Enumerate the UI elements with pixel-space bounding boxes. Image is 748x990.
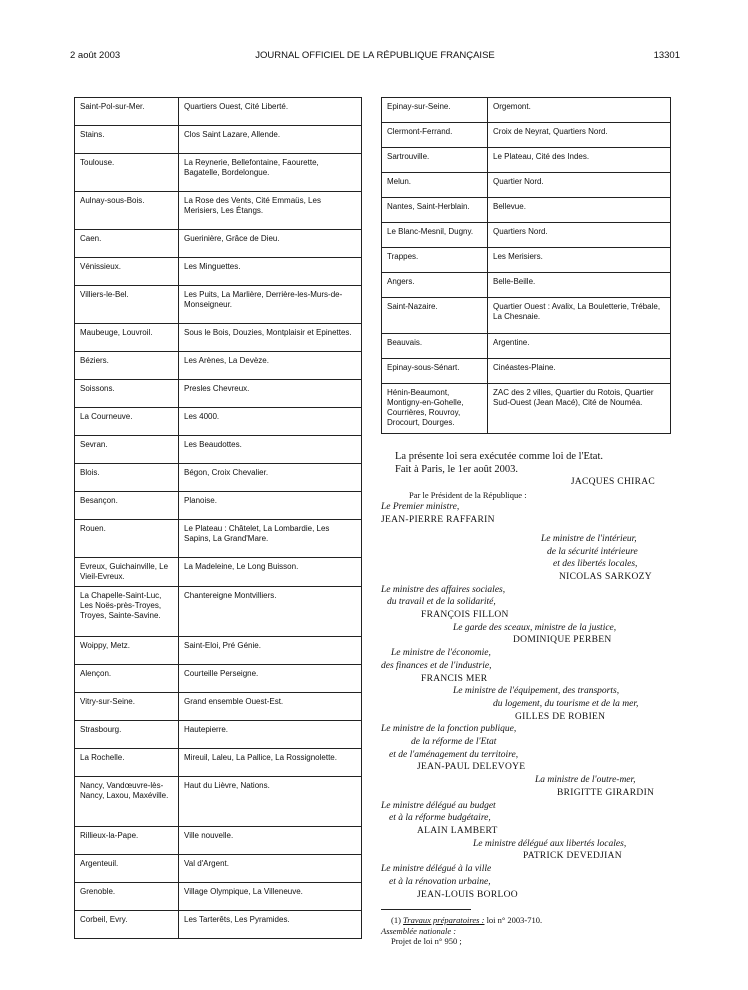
equipement-signature <box>381 685 677 723</box>
signatory-name: ALAIN LAMBERT <box>417 825 498 836</box>
table-row <box>75 492 362 520</box>
signatory-name: BRIGITTE GIRARDIN <box>557 787 655 798</box>
table-row <box>382 173 671 198</box>
quartiers-cell: Val d'Argent. <box>179 855 362 883</box>
table-row <box>75 558 362 587</box>
table-row <box>75 520 362 558</box>
commune-cell: Nantes, Saint-Herblain. <box>382 198 488 223</box>
quartiers-cell: Bellevue. <box>488 198 671 223</box>
quartiers-cell: Quartier Nord. <box>488 173 671 198</box>
signatory-name: NICOLAS SARKOZY <box>559 571 652 582</box>
table-row <box>382 223 671 248</box>
ville-signature <box>381 863 677 901</box>
footnote-divider <box>381 909 471 910</box>
signature-title: des finances et de l'industrie, <box>381 660 492 671</box>
quartiers-cell: Le Plateau, Cité des Indes. <box>488 148 671 173</box>
quartiers-cell: Village Olympique, La Villeneuve. <box>179 883 362 911</box>
quartiers-cell: Quartiers Ouest, Cité Liberté. <box>179 98 362 126</box>
quartiers-cell: Ville nouvelle. <box>179 827 362 855</box>
signatory-name: GILLES DE ROBIEN <box>515 711 606 722</box>
signature-title: et de l'aménagement du territoire, <box>389 749 519 760</box>
table-row <box>75 286 362 324</box>
quartiers-cell: Saint-Eloi, Pré Génie. <box>179 637 362 665</box>
commune-cell: Argenteuil. <box>75 855 179 883</box>
signature-title: de la sécurité intérieure <box>547 546 638 557</box>
commune-cell: Hénin-Beaumont, Montigny-en-Gohelle, Courrières, Rouvroy, Drocourt, Dourges. <box>382 384 488 434</box>
commune-cell: Trappes. <box>382 248 488 273</box>
table-row <box>75 637 362 665</box>
footnote-assemblee: Assemblée nationale : <box>381 925 457 936</box>
quartiers-cell: Sous le Bois, Douzies, Montplaisir et Epinettes. <box>179 324 362 352</box>
quartiers-cell: Belle-Beille. <box>488 273 671 298</box>
table-row <box>75 258 362 286</box>
quartiers-cell: Mireuil, Laleu, La Pallice, La Rossignolette. <box>179 749 362 777</box>
signature-title: Le ministre délégué à la ville <box>381 864 492 875</box>
par-le-president: Par le Président de la République : <box>409 489 527 500</box>
commune-cell: Alençon. <box>75 665 179 693</box>
table-row <box>75 749 362 777</box>
quartiers-cell: La Rose des Vents, Cité Emmaüs, Les Merisiers, Les Étangs. <box>179 192 362 230</box>
table-row <box>75 911 362 939</box>
signature-title: Le ministre de l'intérieur, <box>541 533 637 544</box>
commune-cell: Villiers-le-Bel. <box>75 286 179 324</box>
quartiers-cell: Clos Saint Lazare, Allende. <box>179 126 362 154</box>
quartiers-cell: ZAC des 2 villes, Quartier du Rotois, Quartier Sud-Ouest (Jean Macé), Cité de Nouméa. <box>488 384 671 434</box>
signature-title: Le ministre de l'économie, <box>391 648 491 659</box>
table-row <box>75 126 362 154</box>
footnote-projet: Projet de loi n° 950 ; <box>391 936 462 947</box>
table-row <box>75 855 362 883</box>
table-row <box>75 324 362 352</box>
prime-minister-title: Le Premier ministre, <box>381 502 460 513</box>
signature-title: et à la rénovation urbaine, <box>389 876 491 887</box>
quartiers-cell: Grand ensemble Ouest-Est. <box>179 693 362 721</box>
quartiers-cell: Presles Chevreux. <box>179 380 362 408</box>
signature-title: Le ministre des affaires sociales, <box>381 584 506 595</box>
table-row <box>382 248 671 273</box>
quartiers-cell: Argentine. <box>488 334 671 359</box>
commune-cell: Corbeil, Evry. <box>75 911 179 939</box>
table-row <box>75 352 362 380</box>
commune-cell: Rillieux-la-Pape. <box>75 827 179 855</box>
commune-cell: Grenoble. <box>75 883 179 911</box>
commune-cell: Toulouse. <box>75 154 179 192</box>
commune-cell: Vénissieux. <box>75 258 179 286</box>
commune-cell: Saint-Nazaire. <box>382 298 488 334</box>
right-commune-table <box>381 97 671 434</box>
quartiers-cell: Quartiers Nord. <box>488 223 671 248</box>
signatory-name: JEAN-LOUIS BORLOO <box>417 889 518 900</box>
left-commune-table <box>74 97 362 939</box>
signature-title: et des libertés locales, <box>553 559 638 570</box>
table-row <box>75 98 362 126</box>
commune-cell: Rouen. <box>75 520 179 558</box>
quartiers-cell: Bégon, Croix Chevalier. <box>179 464 362 492</box>
signature-title: Le ministre délégué au budget <box>381 800 496 811</box>
signature-title: du travail et de la solidarité, <box>387 597 496 608</box>
header-date: 2 août 2003 <box>70 50 121 61</box>
signatory-name: DOMINIQUE PERBEN <box>513 635 612 646</box>
commune-cell: Caen. <box>75 230 179 258</box>
quartiers-cell: Les Arènes, La Devèze. <box>179 352 362 380</box>
table-row <box>382 273 671 298</box>
commune-cell: Clermont-Ferrand. <box>382 123 488 148</box>
quartiers-cell: Orgemont. <box>488 98 671 123</box>
signature-title: et à la réforme budgétaire, <box>389 813 491 824</box>
commune-cell: Aulnay-sous-Bois. <box>75 192 179 230</box>
commune-cell: Stains. <box>75 126 179 154</box>
commune-cell: Soissons. <box>75 380 179 408</box>
prime-minister-name: JEAN-PIERRE RAFFARIN <box>381 515 495 526</box>
table-row <box>75 380 362 408</box>
quartiers-cell: Quartier Ouest : Avalix, La Bouletterie, Trébale, La Chesnaie. <box>488 298 671 334</box>
commune-cell: Epinay-sous-Sénart. <box>382 359 488 384</box>
signatory-name: FRANCIS MER <box>421 673 488 684</box>
quartiers-cell: Les Merisiers. <box>488 248 671 273</box>
table-row <box>75 693 362 721</box>
commune-cell: Vitry-sur-Seine. <box>75 693 179 721</box>
commune-cell: Besançon. <box>75 492 179 520</box>
quartiers-cell: La Reynerie, Bellefontaine, Faourette, Bagatelle, Bordelongue. <box>179 154 362 192</box>
table-row <box>382 298 671 334</box>
table-row <box>382 198 671 223</box>
commune-cell: Woippy, Metz. <box>75 637 179 665</box>
signature-title: du logement, du tourisme et de la mer, <box>493 698 639 709</box>
justice-signature <box>381 622 677 647</box>
signatory-name: PATRICK DEVEDJIAN <box>523 851 622 862</box>
table-row <box>75 436 362 464</box>
signatory-name: FRANÇOIS FILLON <box>421 610 509 621</box>
table-row <box>382 334 671 359</box>
quartiers-cell: Chantereigne Montvilliers. <box>179 587 362 637</box>
commune-cell: Evreux, Guichainville, Le Vieil-Evreux. <box>75 558 179 587</box>
journal-title: JOURNAL OFFICIEL DE LA RÉPUBLIQUE FRANÇAISE <box>255 50 495 61</box>
commune-cell: Sevran. <box>75 436 179 464</box>
quartiers-cell: Les Minguettes. <box>179 258 362 286</box>
signatory-name: JEAN-PAUL DELEVOYE <box>417 762 526 773</box>
commune-cell: Melun. <box>382 173 488 198</box>
quartiers-cell: Le Plateau : Châtelet, La Lombardie, Les Sapins, La Grand'Mare. <box>179 520 362 558</box>
commune-cell: La Courneuve. <box>75 408 179 436</box>
table-row <box>75 192 362 230</box>
table-row <box>75 665 362 693</box>
table-row <box>75 464 362 492</box>
signature-title: Le ministre de l'équipement, des transports, <box>453 686 620 697</box>
outre-mer-signature <box>381 774 677 799</box>
signature-title: Le ministre délégué aux libertés locales, <box>473 838 627 849</box>
affaires-sociales-signature <box>381 584 677 622</box>
table-row <box>75 154 362 192</box>
quartiers-cell: Hautepierre. <box>179 721 362 749</box>
footnote-label: Travaux préparatoires : <box>403 915 485 926</box>
signature-title: de la réforme de l'Etat <box>411 737 497 748</box>
footnote-reference: loi n° 2003-710. <box>486 915 543 926</box>
page-header <box>70 50 680 64</box>
commune-cell: Epinay-sur-Seine. <box>382 98 488 123</box>
table-row <box>75 587 362 637</box>
commune-cell: Angers. <box>382 273 488 298</box>
table-row <box>382 384 671 434</box>
table-row <box>382 98 671 123</box>
commune-cell: Maubeuge, Louvroil. <box>75 324 179 352</box>
commune-cell: Sartrouville. <box>382 148 488 173</box>
quartiers-cell: Planoise. <box>179 492 362 520</box>
quartiers-cell: Guerinière, Grâce de Dieu. <box>179 230 362 258</box>
signature-title: Le garde des sceaux, ministre de la justice, <box>453 622 617 633</box>
president-name: JACQUES CHIRAC <box>570 477 655 487</box>
commune-cell: Strasbourg. <box>75 721 179 749</box>
commune-cell: Beauvais. <box>382 334 488 359</box>
table-row <box>75 777 362 827</box>
closing-section <box>381 450 677 947</box>
commune-cell: Blois. <box>75 464 179 492</box>
footnote-number: (1) <box>391 915 401 926</box>
commune-cell: Béziers. <box>75 352 179 380</box>
date-line: Fait à Paris, le 1er août 2003. <box>395 464 519 475</box>
footnote <box>381 915 677 926</box>
execution-line: La présente loi sera exécutée comme loi de l'Etat. <box>395 451 604 462</box>
commune-cell: Nancy, Vandœuvre-lès-Nancy, Laxou, Maxéville. <box>75 777 179 827</box>
quartiers-cell: Les Tarterêts, Les Pyramides. <box>179 911 362 939</box>
fonction-publique-signature <box>381 723 677 774</box>
table-row <box>382 123 671 148</box>
commune-cell: Le Blanc-Mesnil, Dugny. <box>382 223 488 248</box>
table-row <box>382 148 671 173</box>
page-number: 13301 <box>653 50 680 61</box>
quartiers-cell: Haut du Lièvre, Nations. <box>179 777 362 827</box>
interieur-signature <box>381 533 677 584</box>
economie-signature <box>381 647 677 685</box>
libertes-locales-signature <box>381 838 677 863</box>
signature-title: Le ministre de la fonction publique, <box>381 724 517 735</box>
table-row <box>382 359 671 384</box>
signature-title: La ministre de l'outre-mer, <box>535 775 636 786</box>
quartiers-cell: Courteille Perseigne. <box>179 665 362 693</box>
commune-cell: Saint-Pol-sur-Mer. <box>75 98 179 126</box>
table-row <box>75 230 362 258</box>
quartiers-cell: Les Puits, La Marlière, Derrière-les-Murs-de-Monseigneur. <box>179 286 362 324</box>
table-row <box>75 408 362 436</box>
table-row <box>75 883 362 911</box>
commune-cell: La Chapelle-Saint-Luc, Les Noës-près-Troyes, Troyes, Sainte-Savine. <box>75 587 179 637</box>
table-row <box>75 721 362 749</box>
quartiers-cell: Cinéastes-Plaine. <box>488 359 671 384</box>
budget-signature <box>381 800 677 838</box>
table-row <box>75 827 362 855</box>
quartiers-cell: La Madeleine, Le Long Buisson. <box>179 558 362 587</box>
quartiers-cell: Les Beaudottes. <box>179 436 362 464</box>
quartiers-cell: Croix de Neyrat, Quartiers Nord. <box>488 123 671 148</box>
commune-cell: La Rochelle. <box>75 749 179 777</box>
quartiers-cell: Les 4000. <box>179 408 362 436</box>
